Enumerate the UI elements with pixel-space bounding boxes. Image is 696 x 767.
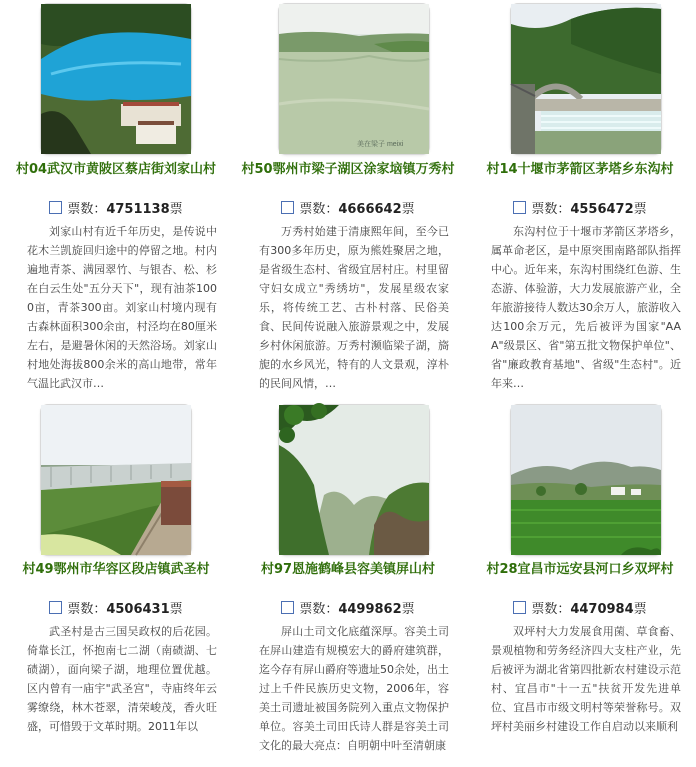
photo-watermark: 美在梁子 meixi [357, 141, 404, 148]
village-description: 武圣村是古三国吴政权的后花园。倚靠长江，怀抱南七二湖（南碛湖、七碛湖），面向梁子湖，地理位置优越。区内曾有一庙宇"武圣宫"，寺庙终年云雾缭绕，林木苍翠，清荣峻茂，香火旺盛，可惜毁于文革时期。2011年以 [27, 625, 217, 733]
village-card [232, 400, 464, 767]
vote-checkbox[interactable] [281, 201, 294, 214]
village-card [464, 0, 696, 390]
vote-checkbox[interactable] [49, 601, 62, 614]
field-village-photo[interactable] [511, 405, 661, 555]
village-title[interactable]: 村50鄂州市梁子湖区涂家垴镇万秀村 [241, 162, 455, 177]
village-description: 双坪村大力发展食用菌、草食畜、景观植物和劳务经济四大支柱产业，先后被评为湖北省第四批新农村建设示范村、宜昌市"十一五"扶贫开发先进单位、宜昌市市级文明村等荣誉称号。双坪村美丽乡村建设工作自启动以来顺利 [491, 625, 681, 733]
vote-row [464, 201, 696, 219]
votes-count: 4499862 [338, 602, 402, 617]
votes-label: 票数： [299, 602, 339, 617]
greenhouse-farm-photo[interactable] [41, 405, 191, 555]
votes-unit: 票 [401, 602, 415, 617]
vote-checkbox[interactable] [513, 201, 526, 214]
village-description: 屏山土司文化底蕴深厚。容美土司在屏山建造有规模宏大的爵府建筑群，迄今存有屏山爵府等遗址50余处，出土过上千件民族历史文物，2006年，容美土司遗址被国务院列入重点文物保护单位。容美土司田氏诗人群是容美土司文化的最大亮点：自明朝中叶至清朝康 [259, 625, 449, 752]
votes-label: 票数： [67, 602, 107, 617]
votes-count: 4751138 [106, 202, 170, 217]
mountain-lake-photo[interactable] [41, 4, 191, 154]
vote-row [0, 201, 232, 219]
river-photo[interactable] [279, 4, 429, 154]
votes-unit: 票 [169, 202, 183, 217]
village-card [232, 0, 464, 390]
votes-count: 4556472 [570, 202, 634, 217]
village-title[interactable]: 村28宜昌市远安县河口乡双坪村 [486, 562, 674, 577]
vote-checkbox[interactable] [49, 201, 62, 214]
votes-count: 4506431 [106, 602, 170, 617]
votes-unit: 票 [633, 202, 647, 217]
votes-label: 票数： [531, 202, 571, 217]
village-card [464, 400, 696, 767]
village-description: 东沟村位于十堰市茅箭区茅塔乡，属革命老区，是中原突围南路部队指挥中心。近年来，东沟村围绕红色游、生态游、体验游，大力发展旅游产业，全年旅游接待人数达30余万人，旅游收入达100余万元，先后被评为国家"AAA"级景区、省"第五批文物保护单位"、省"廉政教育基地"、省级"生态村"。近年来… [491, 225, 681, 390]
village-title[interactable]: 村14十堰市茅箭区茅塔乡东沟村 [486, 162, 674, 177]
vote-checkbox[interactable] [281, 601, 294, 614]
votes-unit: 票 [633, 602, 647, 617]
canyon-photo[interactable] [279, 405, 429, 555]
vote-row [232, 201, 464, 219]
votes-label: 票数： [531, 602, 571, 617]
votes-unit: 票 [169, 602, 183, 617]
votes-label: 票数： [67, 202, 107, 217]
village-title[interactable]: 村04武汉市黄陂区蔡店街刘家山村 [15, 162, 217, 177]
village-card [0, 0, 232, 390]
village-title[interactable]: 村49鄂州市华容区段店镇武圣村 [22, 562, 210, 577]
village-card [0, 400, 232, 767]
votes-label: 票数： [299, 202, 339, 217]
village-description: 刘家山村有近千年历史，是传说中花木兰凯旋回归途中的停留之地。村内遍地青茶、满园翠竹、与银杏、松、杉在白云生处"五分天下"，现有油茶1000亩，青茶300亩。刘家山村境内现有古森林面积300余亩，村泾均在80厘米左右，是避暑休闲的天然浴场。刘家山村地处海拔800余米的高山地带，常年气温比武汉市… [27, 225, 217, 390]
vote-row [0, 601, 232, 619]
vote-row [464, 601, 696, 619]
vote-checkbox[interactable] [513, 601, 526, 614]
votes-count: 4470984 [570, 602, 634, 617]
village-description: 万秀村始建于清康熙年间，至今已有300多年历史，原为熊姓聚居之地，是省级生态村、省级宜居村庄。村里留守妇女成立"秀绣坊"，发展星级农家乐，将传统工艺、古朴村落、民俗美食、民间传说融入旅游景观之中，发展乡村休闲旅游。万秀村濒临梁子湖，旖旎的水乡风光，特有的人文景观，淳朴的民间风情，… [259, 225, 449, 390]
waterfall-dam-photo[interactable] [511, 4, 661, 154]
votes-unit: 票 [401, 202, 415, 217]
vote-row [232, 601, 464, 619]
votes-count: 4666642 [338, 202, 402, 217]
village-title[interactable]: 村97恩施鹤峰县容美镇屏山村 [260, 562, 436, 577]
